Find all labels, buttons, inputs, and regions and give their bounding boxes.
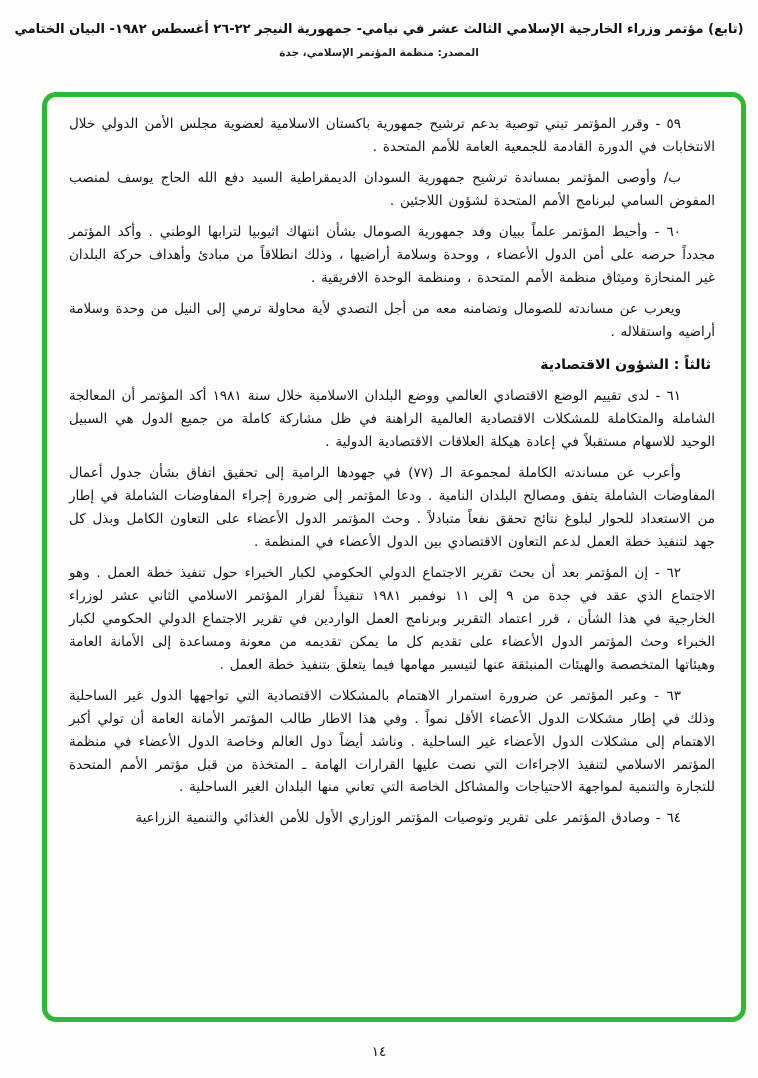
paragraph-63: ٦٣ - وعبر المؤتمر عن ضرورة استمرار الاهتمام بالمشكلات الاقتصادية التي تواجهها الدول غير الساحلية وذلك في إطار مشكلات الدول الأعضاء الأقل نمواً . وفي هذا الاطار طالب المؤتمر الأمانة العامة أن تولي أكبر الاهتمام إلى مشكلات الدول الأعضاء غير الساحلية . وناشد أيضاً دول العالم وخاصة الدول الأعضاء في منظمة المؤتمر الاسلامي لتنفيذ الاجراءات التي نصت عليها القرارات الهامة ـ المتخذة من قبل مؤتمر الأمم المتحدة للتجارة والتنمية لمواجهة الاحتياجات والمشاكل الخاصة التي تعاني منها البلدان الغير الساحلية .: [69, 687, 715, 796]
document-frame: [42, 92, 746, 1022]
paragraph-60: ٦٠ - وأحيط المؤتمر علماً ببيان وفد جمهورية الصومال بشأن انتهاك اثيوبيا لترابها الوطني . وأكد المؤتمر مجدداً حرصه على أمن الدول الأعضاء ، ووحدة وسلامة أراضيها ، وذلك انطلاقاً من مبادئ وأهداف حركة البلدان غير المنحازة وميثاق منظمة الأمم المتحدة ، ومنظمة الوحدة الافريقية .: [69, 223, 715, 286]
paragraph-61: ٦١ - لدى تقييم الوضع الاقتصادي العالمي ووضع البلدان الاسلامية خلال سنة ١٩٨١ أكد المؤتمر أن المعالجة الشاملة والمتكاملة للمشكلات الاقتصادية العالمية الراهنة في ظل مشاركة كاملة من جميع الدول هي السبيل الوحيد للاسهام مستقبلاً في إعادة هيكلة العلاقات الاقتصادية الدولية .: [69, 388, 715, 451]
document-source: المصدر: منظمة المؤتمر الإسلامي، جدة: [279, 46, 479, 59]
section-heading-economic-affairs: ثالثاً : الشؤون الاقتصادية: [540, 357, 711, 374]
paragraph-64: ٦٤ - وصادق المؤتمر على تقرير وتوصيات المؤتمر الوزاري الأول للأمن الغذائي والتنمية الزراعية: [135, 810, 681, 827]
page-header: [0, 0, 758, 59]
page-number: ١٤: [371, 1044, 387, 1060]
paragraph-62: ٦٢ - إن المؤتمر بعد أن بحث تقرير الاجتماع الدولي الحكومي لكبار الخبراء حول تنفيذ خطة العمل . وهو الاجتماع الذي عقد في جدة من ٩ إلى ١١ نوفمبر ١٩٨١ تنفيذاً لقرار المؤتمر الاسلامي الثاني عشر لوزراء الخارجية في هذا الشأن ، قرر اعتماد التقرير وبرنامج العمل الواردين في تقرير الاجتماع الدولي الحكومي لكبار الخبراء وحث المؤتمر الدول الأعضاء على تقديم كل ما يمكن تقديمه من معونة ومساعدة إلى الأمانة العامة وهيئاتها المتخصصة والهيئات المنبثقة عنها لتيسير مهامها فيما يتعلق بتنفيذ خطة العمل .: [69, 565, 715, 673]
paragraph-60-continuation: ويعرب عن مساندته للصومال وتضامنه معه من أجل التصدي لأية محاولة ترمي إلى النيل من وحدة وسلامة أراضيه واستقلاله .: [69, 300, 715, 340]
paragraph-61-continuation: وأعرب عن مساندته الكاملة لمجموعة الـ (٧٧) في جهودها الرامية إلى تحقيق اتفاق بشأن جدول أعمال المفاوضات الشاملة يتفق ومصالح البلدان النامية . ودعا المؤتمر إلى ضرورة إجراء المفاوضات الشاملة في إطار من الاستعداد للحوار لبلوغ نتائج تحقق نفعاً متبادلاً . وحث المؤتمر الدول الأعضاء على التعاون الكامل وبذل كل جهد لتنفيذ خطة العمل لدعم التعاون الاقتصادي بين الدول الأعضاء في المنظمة .: [69, 465, 715, 551]
document-title: (تابع) مؤتمر وزراء الخارجية الإسلامي الثالث عشر في نيامي- جمهورية النيجر ٢٢-٢٦ أغسطس ١٩٨٢- البيان الختامي: [14, 22, 744, 37]
paragraph-59: ٥٩ - وقرر المؤتمر تبني توصية بدعم ترشيح جمهورية باكستان الاسلامية لعضوية مجلس الأمن الدولي خلال الانتخابات في الدورة القادمة للجمعية العامة للأمم المتحدة .: [69, 116, 715, 155]
paragraph-b: ب/ وأوصى المؤتمر بمساندة ترشيح جمهورية السودان الديمقراطية السيد دفع الله الحاج يوسف لمنصب المفوض السامي لبرنامج الأمم المتحدة لشؤون اللاجئين .: [69, 169, 715, 209]
